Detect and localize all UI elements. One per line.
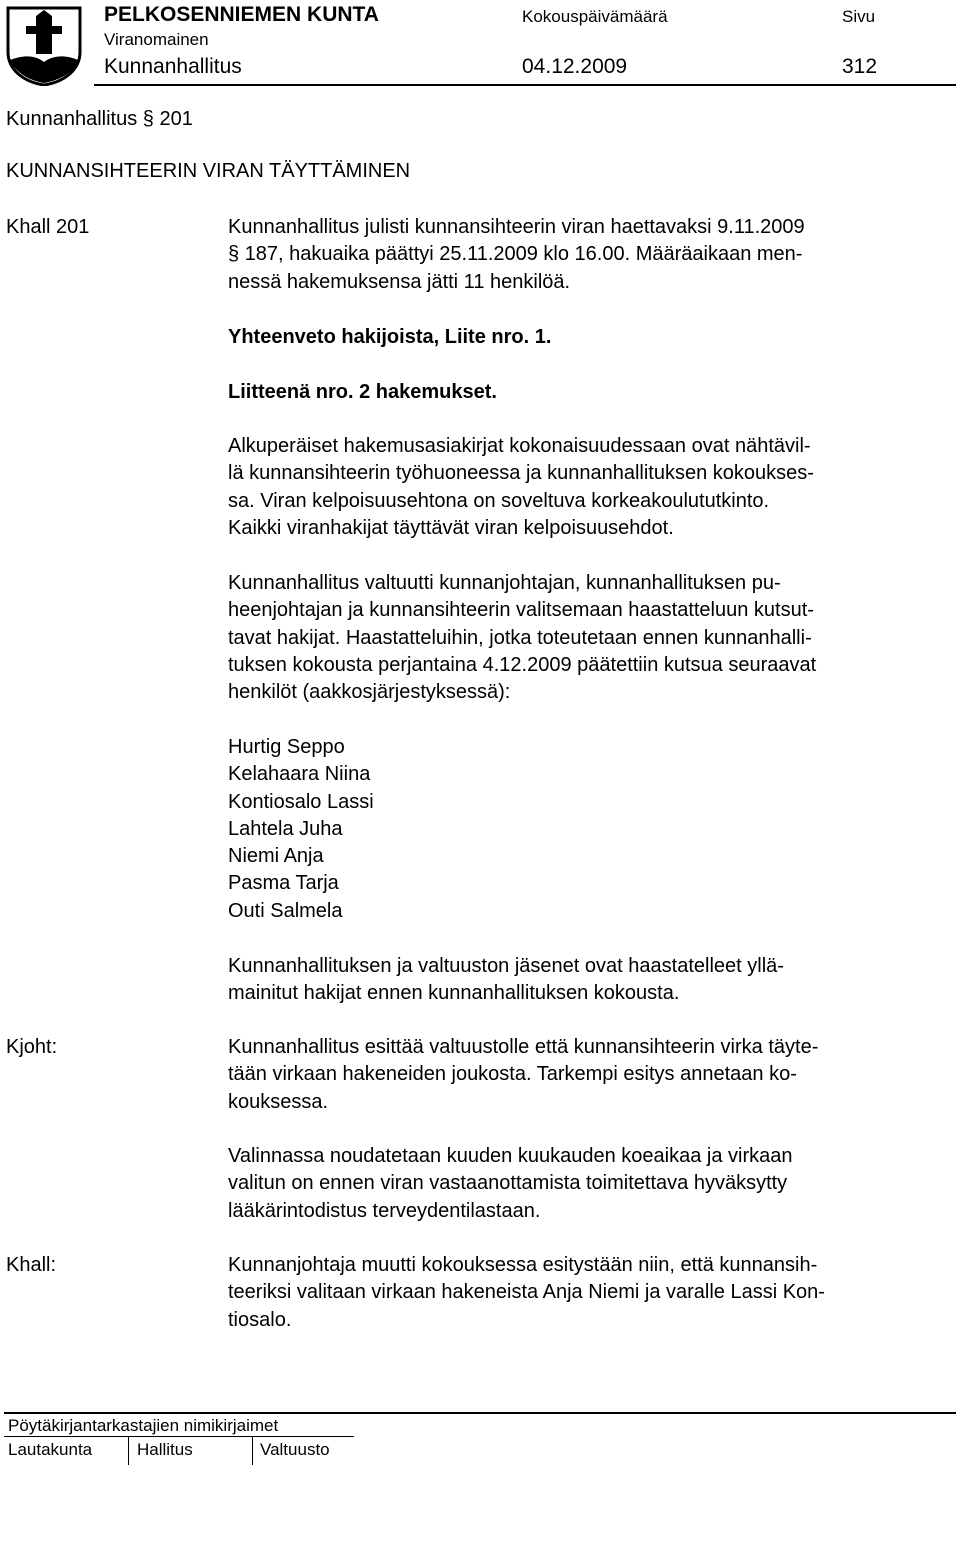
text-line: Kunnanjohtaja muutti kokouksessa esitystään niin, että kunnansih-	[228, 1254, 818, 1276]
text-line: Kaikki viranhakijat täyttävät viran kelpoisuusehdot.	[228, 516, 674, 539]
text-line: Kunnanhallitus julisti kunnansihteerin viran haettavaksi 9.11.2009	[228, 216, 805, 238]
list-item: Niemi Anja	[228, 845, 324, 868]
text-line: teeriksi valitaan virkaan hakeneista Anja Niemi ja varalle Lassi Kon-	[228, 1281, 825, 1304]
text-line: tavat hakijat. Haastatteluihin, jotka toteutetaan ennen kunnanhalli-	[228, 626, 812, 649]
paragraph-proposal	[228, 1034, 928, 1116]
kjoht-label: Kjoht:	[6, 1036, 58, 1058]
list-item: Kelahaara Niina	[228, 763, 371, 786]
signature-box-label: Hallitus	[137, 1440, 193, 1459]
signature-box-label: Lautakunta	[8, 1440, 93, 1459]
text-line: nessä hakemuksensa jätti 11 henkilöä.	[228, 270, 571, 293]
paragraph-documents	[228, 433, 928, 542]
list-item: Lahtela Juha	[228, 817, 343, 840]
khall-decision-label: Khall:	[6, 1254, 57, 1276]
list-item: Kontiosalo Lassi	[228, 790, 374, 813]
paragraph-probation	[228, 1143, 928, 1225]
signature-box-valtuusto	[252, 1437, 354, 1465]
municipality-name: PELKOSENNIEMEN KUNTA	[104, 3, 379, 26]
authority-value: Kunnanhallitus	[104, 55, 242, 78]
text-line: Kunnanhallitus valtuutti kunnanjohtajan, kunnanhallituksen pu-	[228, 572, 781, 594]
page-label: Sivu	[842, 7, 876, 26]
paragraph-announcement	[228, 214, 928, 296]
text-line: tään virkaan hakeneiden joukosta. Tarkempi esitys annetaan ko-	[228, 1063, 797, 1086]
text-line: lä kunnansihteerin työhuoneessa ja kunnanhallituksen kokoukses-	[228, 462, 814, 485]
paragraph-interviews	[228, 570, 928, 706]
section-title: KUNNANSIHTEERIN VIRAN TÄYTTÄMINEN	[6, 160, 411, 182]
text-line: heenjohtajan ja kunnansihteerin valitsemaan haastatteluun kutsut-	[228, 599, 814, 622]
list-item: Hurtig Seppo	[228, 736, 345, 758]
signature-box-label: Valtuusto	[260, 1440, 330, 1459]
footer-rule-top	[4, 1412, 956, 1414]
summary-line: Yhteenveto hakijoista, Liite nro. 1.	[228, 326, 552, 348]
text-line: Kunnanhallituksen ja valtuuston jäsenet ovat haastatelleet yllä-	[228, 955, 784, 977]
text-line: § 187, hakuaika päättyi 25.11.2009 klo 16.00. Määräaikaan men-	[228, 243, 803, 266]
text-line: henkilöt (aakkosjärjestyksessä):	[228, 681, 511, 704]
date-label: Kokouspäivämäärä	[522, 7, 668, 26]
paragraph-decision	[228, 1252, 928, 1334]
attachments-line: Liitteenä nro. 2 hakemukset.	[228, 381, 497, 403]
authority-label: Viranomainen	[104, 30, 209, 49]
candidate-list	[228, 734, 928, 925]
signature-box-lautakunta	[4, 1437, 129, 1465]
text-line: Valinnassa noudatetaan kuuden kuukauden koeaikaa ja virkaan	[228, 1145, 793, 1167]
text-line: Alkuperäiset hakemusasiakirjat kokonaisuudessaan ovat nähtävil-	[228, 435, 811, 457]
list-item: Outi Salmela	[228, 899, 343, 922]
text-line: valitun on ennen viran vastaanottamista toimitettava hyväksytty	[228, 1172, 788, 1195]
date-value: 04.12.2009	[522, 55, 628, 78]
page-number: 312	[842, 55, 878, 78]
text-line: sa. Viran kelpoisuusehtona on soveltuva korkeakoulututkinto.	[228, 489, 770, 512]
text-line: lääkärintodistus terveydentilastaan.	[228, 1199, 541, 1222]
header-rule	[94, 84, 956, 86]
text-line: tuksen kokousta perjantaina 4.12.2009 päätettiin kutsua seuraavat	[228, 653, 817, 676]
text-line: tiosalo.	[228, 1308, 292, 1331]
text-line: Kunnanhallitus esittää valtuustolle että kunnansihteerin virka täyte-	[228, 1036, 819, 1058]
list-item: Pasma Tarja	[228, 872, 339, 895]
paragraph-interviewed	[228, 953, 928, 1008]
coat-of-arms-logo	[6, 6, 82, 86]
text-line: kouksessa.	[228, 1090, 329, 1113]
text-line: mainitut hakijat ennen kunnanhallituksen kokousta.	[228, 982, 680, 1005]
signature-box-hallitus	[128, 1437, 253, 1465]
khall-label: Khall 201	[6, 216, 90, 238]
section-ref: Kunnanhallitus § 201	[6, 108, 193, 130]
signatures-label: Pöytäkirjantarkastajien nimikirjaimet	[8, 1416, 279, 1435]
